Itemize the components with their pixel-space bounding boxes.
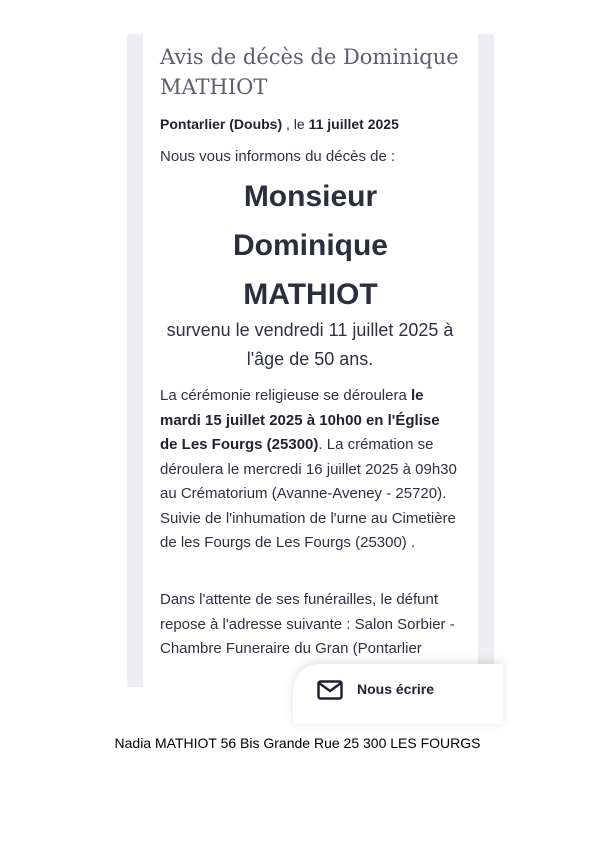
- contact-button-label: Nous écrire: [357, 681, 435, 697]
- sender-address: Nadia MATHIOT 56 Bis Grande Rue 25 300 LES FOURGS: [114, 735, 481, 751]
- ceremony-text: La cérémonie religieuse se déroulera: [160, 387, 411, 404]
- ceremony-paragraph: [160, 384, 460, 556]
- contact-button[interactable]: [293, 664, 503, 724]
- rest-place-paragraph: Dans l'attente de ses funérailles, le défunt repose à l'adresse suivante : Salon Sorbier - Chambre Funeraire du Gran (Pontarlier: [160, 591, 455, 657]
- name-line: Dominique: [233, 229, 388, 262]
- screenshot-frame: [127, 34, 494, 697]
- ceremony-date-place: le mardi 15 juillet 2025 à 10h00 en l'Église de Les Fourgs (25300): [160, 387, 440, 453]
- location-date: [160, 114, 465, 134]
- obituary-panel: [143, 34, 478, 697]
- death-details: survenu le vendredi 11 juillet 2025 à l'âge de 50 ans.: [166, 320, 454, 369]
- name-line: Monsieur: [243, 180, 378, 213]
- intro-text: Nous vous informons du décès de :: [160, 148, 396, 165]
- page-title: Avis de décès de Dominique MATHIOT: [160, 45, 459, 99]
- announcement-date: 11 juillet 2025: [308, 116, 399, 132]
- mail-icon: [317, 680, 343, 700]
- cremation-text: . La crémation se déroulera le mercredi 16 juillet 2025 à 09h30 au Crématorium (Avanne-Aveney - 25720). Suivie de l'inhumation de l'urne au Cimetière de les Fourgs de Les Fourgs (25300) .: [160, 436, 457, 551]
- location: Pontarlier (Doubs): [160, 116, 283, 132]
- name-line: MATHIOT: [243, 278, 378, 311]
- date-separator: , le: [282, 116, 309, 132]
- deceased-name: [143, 172, 478, 319]
